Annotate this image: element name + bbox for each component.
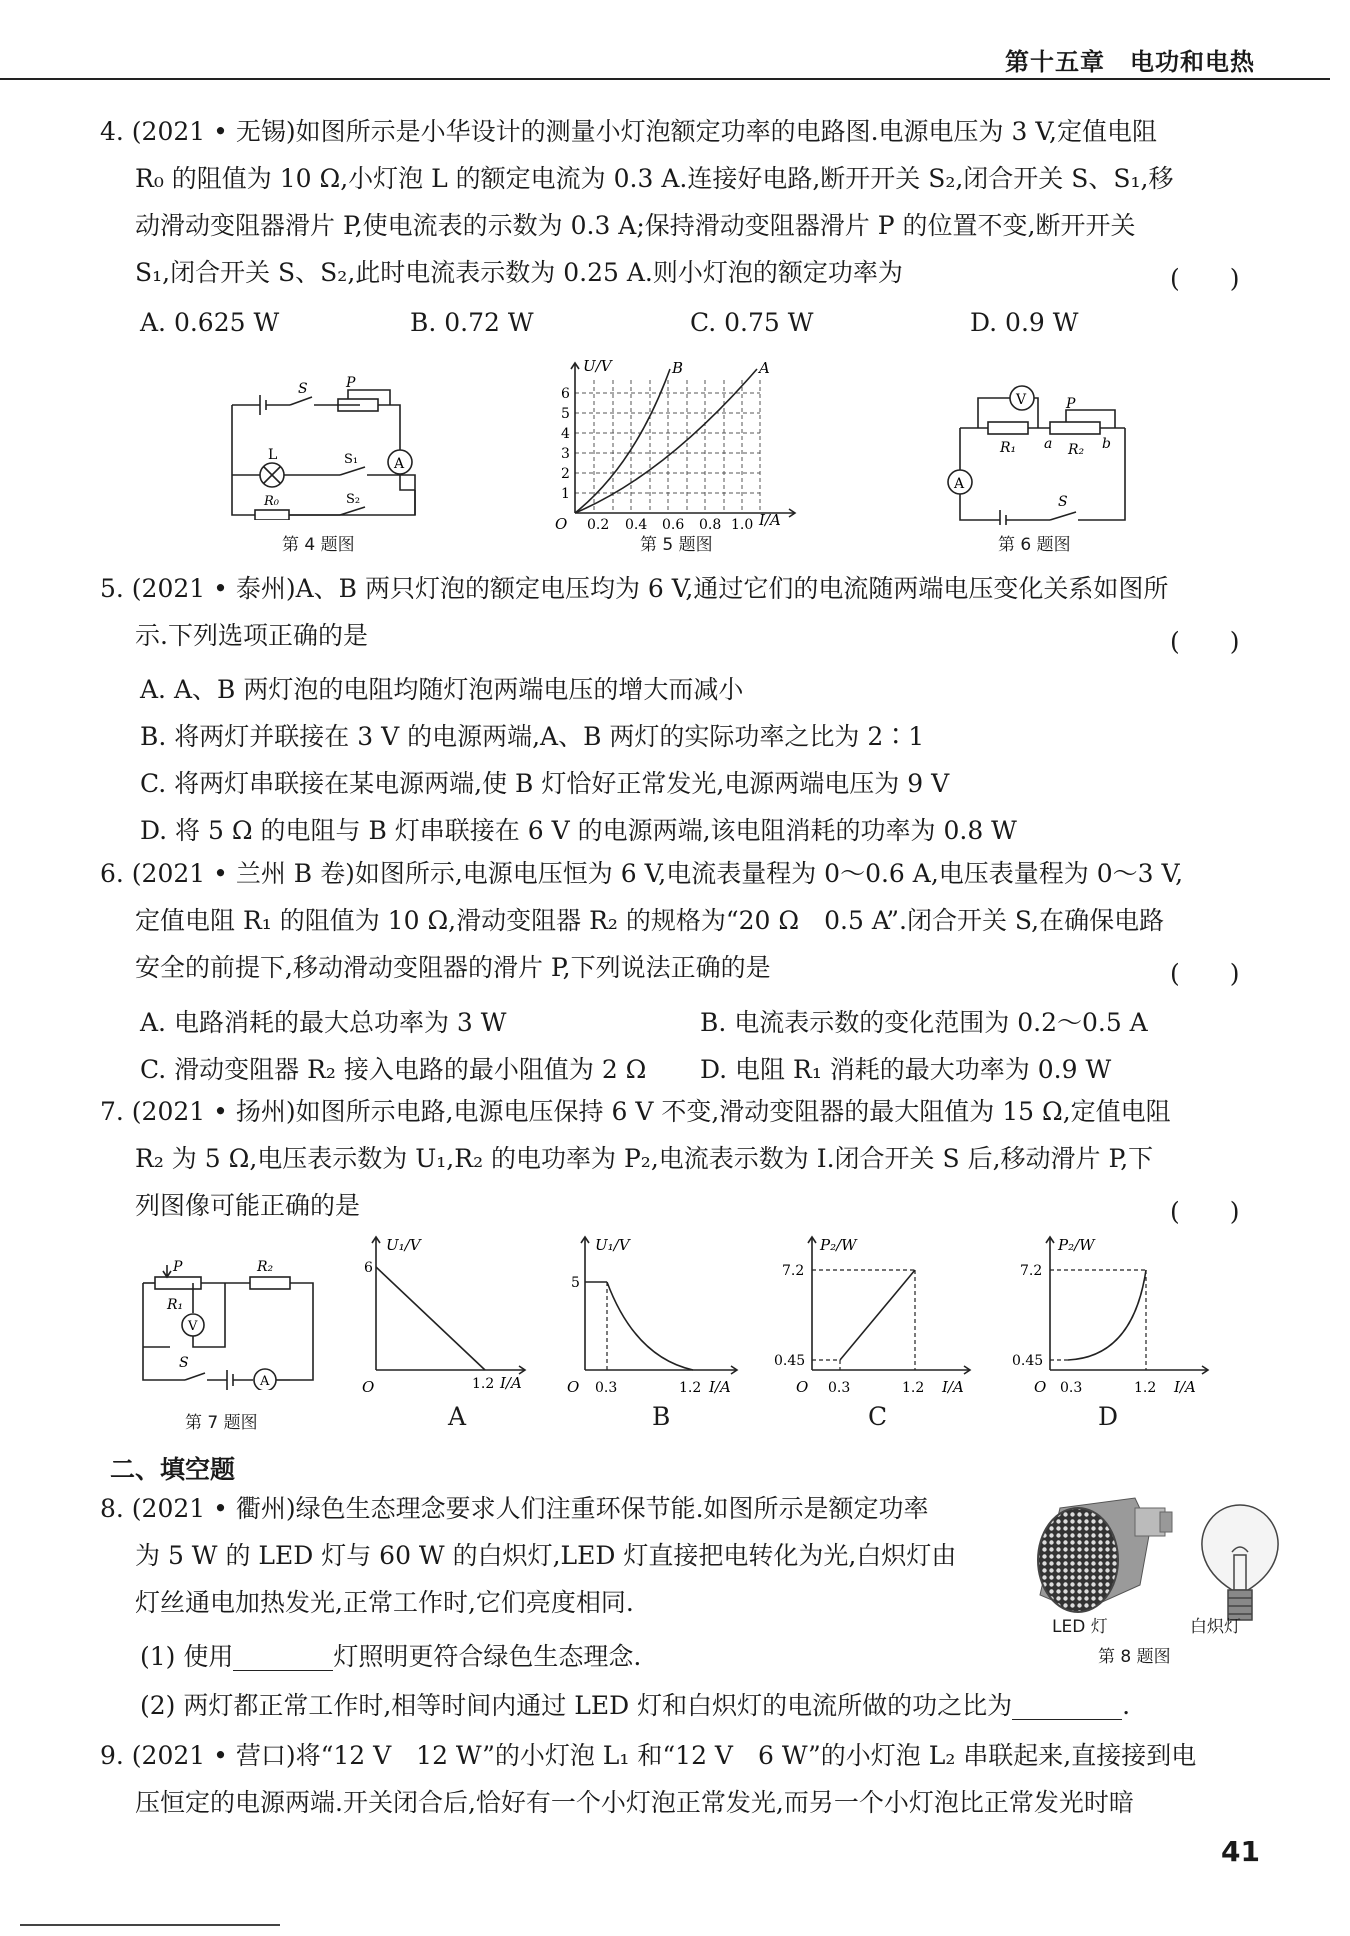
fig5-curve-b-label: B <box>672 359 684 377</box>
led-lamp-image <box>1038 1498 1172 1612</box>
q8-sub-1 <box>140 1643 641 1671</box>
q8-sub1-before: (1) 使用 <box>140 1642 234 1671</box>
fig5-ylabel: U/V <box>583 357 612 375</box>
fig7-label-s: S <box>179 1355 189 1371</box>
graph-a-xtick: 1.2 <box>472 1376 495 1392</box>
q6-line-2: 定值电阻 R₁ 的阻值为 10 Ω,滑动变阻器 R₂ 的规格为“20 Ω 0.5 A”.闭合开关 S,在确保电路 <box>135 906 1165 935</box>
graph-b-xtick: 1.2 <box>679 1380 702 1396</box>
fig4-label-r0: R₀ <box>264 494 279 509</box>
fig6-circuit <box>940 380 1140 525</box>
fig6-voltmeter-label: V <box>1016 392 1027 408</box>
graph-c-xtick: 1.2 <box>902 1380 925 1396</box>
q8-line-3: 灯丝通电加热发光,正常工作时,它们亮度相同. <box>135 1588 634 1617</box>
fig5-ytick-6: 6 <box>561 386 570 402</box>
fig7-label-p: P <box>173 1259 183 1275</box>
q7-line-2: R₂ 为 5 Ω,电压表示数为 U₁,R₂ 的电功率为 P₂,电流表示数为 I.闭合开关 S 后,移动滑片 P,下 <box>135 1144 1154 1173</box>
fig4-label-s2: S₂ <box>346 492 361 507</box>
fig5-curve-a <box>575 369 757 513</box>
fig5-xtick-5: 1.0 <box>731 517 754 530</box>
graph-d-ytick-top: 7.2 <box>1020 1263 1043 1279</box>
q4-option-d: D. 0.9 W <box>970 308 1079 337</box>
q8-blank-1[interactable] <box>233 1648 333 1671</box>
fig7-ammeter-label: A <box>260 1374 270 1389</box>
fig8-led-label: LED 灯 <box>1052 1617 1108 1637</box>
fig6-caption: 第 6 题图 <box>998 535 1071 555</box>
q8-sub1-after: 灯照明更符合绿色生态理念. <box>333 1642 642 1671</box>
graph-d-xlabel: I/A <box>1174 1378 1196 1396</box>
graph-b-xlabel: I/A <box>709 1378 731 1396</box>
q4-line-4: S₁,闭合开关 S、S₂,此时电流表示数为 0.25 A.则小灯泡的额定功率为 <box>135 258 903 287</box>
q5-line-1: 5. (2021 • 泰州)A、B 两只灯泡的额定电压均为 6 V,通过它们的电流随两端电压变化关系如图所 <box>100 574 1169 603</box>
q4-option-a: A. 0.625 W <box>140 308 280 337</box>
fig5-ytick-3: 3 <box>561 446 570 462</box>
q6-option-a: A. 电路消耗的最大总功率为 3 W <box>140 1008 507 1037</box>
page-number: 41 <box>1221 1835 1260 1868</box>
graph-b <box>565 1232 745 1397</box>
graph-a-origin: O <box>362 1378 375 1396</box>
fig8-caption: 第 8 题图 <box>1098 1647 1171 1667</box>
fig6-point-a: a <box>1044 436 1053 452</box>
q8-sub2-text: (2) 两灯都正常工作时,相等时间内通过 LED 灯和白炽灯的电流所做的功之比为 <box>140 1691 1013 1720</box>
incandescent-bulb-image <box>1202 1505 1278 1620</box>
fig5-ytick-2: 2 <box>561 466 570 482</box>
q6-option-d: D. 电阻 R₁ 消耗的最大功率为 0.9 W <box>700 1055 1112 1084</box>
fig7-caption: 第 7 题图 <box>185 1413 258 1433</box>
graph-c-xlabel: I/A <box>942 1378 964 1396</box>
q5-option-c: C. 将两灯串联接在某电源两端,使 B 灯恰好正常发光,电源两端电压为 9 V <box>140 769 950 798</box>
q8-line-1: 8. (2021 • 衢州)绿色生态理念要求人们注重环保节能.如图所示是额定功率 <box>100 1494 929 1523</box>
fig5-xtick-1: 0.2 <box>587 517 610 530</box>
fig5-xlabel: I/A <box>759 511 781 529</box>
fig6-label-r1: R₁ <box>1000 440 1017 456</box>
graph-b-xtick0: 0.3 <box>595 1380 618 1396</box>
fig5-caption: 第 5 题图 <box>640 535 713 555</box>
fig4-ammeter-label: A <box>394 456 405 472</box>
q5-option-d: D. 将 5 Ω 的电阻与 B 灯串联接在 6 V 的电源两端,该电阻消耗的功率为 0.8 W <box>140 816 1017 845</box>
graph-d-curve <box>1068 1270 1146 1360</box>
q4-line-1: 4. (2021 • 无锡)如图所示是小华设计的测量小灯泡额定功率的电路图.电源电压为 3 V,定值电阻 <box>100 117 1157 146</box>
q7-line-1: 7. (2021 • 扬州)如图所示电路,电源电压保持 6 V 不变,滑动变阻器的最大阻值为 15 Ω,定值电阻 <box>100 1097 1171 1126</box>
fig5-xtick-2: 0.4 <box>625 517 648 530</box>
graph-c <box>770 1232 980 1397</box>
fig5-curve-b <box>575 369 670 513</box>
q7-answer-paren: ( ) <box>1170 1197 1240 1226</box>
q9-line-1: 9. (2021 • 营口)将“12 V 12 W”的小灯泡 L₁ 和“12 V 6 W”的小灯泡 L₂ 串联起来,直接接到电 <box>100 1741 1197 1770</box>
graph-c-ylabel: P₂/W <box>820 1236 857 1254</box>
fig7-label-r2: R₂ <box>257 1259 274 1275</box>
q5-line-2: 示.下列选项正确的是 <box>135 621 368 650</box>
graph-b-curve <box>607 1282 693 1370</box>
graph-a-ytick: 6 <box>364 1260 373 1276</box>
fig4-label-l: L <box>268 447 278 463</box>
q6-option-b: B. 电流表示数的变化范围为 0.2～0.5 A <box>700 1008 1148 1037</box>
q6-line-1: 6. (2021 • 兰州 B 卷)如图所示,电源电压恒为 6 V,电流表量程为 0～0.6 A,电压表量程为 0～3 V, <box>100 859 1184 888</box>
fig4-label-s1: S₁ <box>344 452 359 467</box>
graph-d-ytick-bottom: 0.45 <box>1012 1353 1044 1369</box>
graph-a-ylabel: U₁/V <box>386 1236 421 1254</box>
graph-c-line <box>840 1270 915 1360</box>
q6-answer-paren: ( ) <box>1170 959 1240 988</box>
fig4-caption: 第 4 题图 <box>282 535 355 555</box>
fig5-graph <box>535 355 815 530</box>
q8-blank-2[interactable] <box>1012 1697 1122 1720</box>
fig6-ammeter-label: A <box>954 476 965 492</box>
graph-c-origin: O <box>796 1378 809 1396</box>
fig7-label-r1: R₁ <box>167 1297 184 1313</box>
fig5-origin: O <box>555 515 568 530</box>
graph-a-xlabel: I/A <box>500 1374 522 1392</box>
fig5-curve-a-label: A <box>759 359 770 377</box>
graph-a-line <box>376 1267 485 1370</box>
fig5-xtick-4: 0.8 <box>699 517 722 530</box>
fig8-bulb-label: 白炽灯 <box>1190 1617 1241 1637</box>
section-fill-in-title: 二、填空题 <box>110 1455 236 1484</box>
graph-d <box>1008 1232 1218 1397</box>
graph-c-ytick-top: 7.2 <box>782 1263 805 1279</box>
q8-sub2-end: . <box>1122 1691 1131 1720</box>
graph-d-xtick0: 0.3 <box>1060 1380 1083 1396</box>
fig6-point-b: b <box>1102 436 1111 452</box>
fig6-label-p: P <box>1066 396 1076 412</box>
fig5-ytick-4: 4 <box>561 426 570 442</box>
q5-option-a: A. A、B 两灯泡的电阻均随灯泡两端电压的增大而减小 <box>140 675 744 704</box>
graph-c-letter: C <box>868 1402 888 1431</box>
header-rule <box>0 78 1330 80</box>
q5-answer-paren: ( ) <box>1170 627 1240 656</box>
graph-d-origin: O <box>1034 1378 1047 1396</box>
graph-b-ylabel: U₁/V <box>595 1236 630 1254</box>
fig7-voltmeter-label: V <box>188 1319 198 1334</box>
graph-a <box>360 1232 530 1397</box>
q6-line-3: 安全的前提下,移动滑动变阻器的滑片 P,下列说法正确的是 <box>135 953 771 982</box>
graph-b-ytick: 5 <box>571 1275 580 1291</box>
graph-d-letter: D <box>1098 1402 1119 1431</box>
q9-line-2: 压恒定的电源两端.开关闭合后,恰好有一个小灯泡正常发光,而另一个小灯泡比正常发光时暗 <box>135 1788 1134 1817</box>
fig4-label-s: S <box>298 381 308 397</box>
q4-option-c: C. 0.75 W <box>690 308 814 337</box>
fig4-label-p: P <box>346 375 356 391</box>
q7-line-3: 列图像可能正确的是 <box>135 1191 361 1220</box>
chapter-title: 第十五章 电功和电热 <box>1005 48 1255 76</box>
q4-option-b: B. 0.72 W <box>410 308 534 337</box>
q6-option-c: C. 滑动变阻器 R₂ 接入电路的最小阻值为 2 Ω <box>140 1055 647 1084</box>
graph-d-ylabel: P₂/W <box>1058 1236 1095 1254</box>
fig5-xtick-3: 0.6 <box>662 517 685 530</box>
graph-b-letter: B <box>652 1402 671 1431</box>
q4-line-3: 动滑动变阻器滑片 P,使电流表的示数为 0.3 A;保持滑动变阻器滑片 P 的位置不变,断开开关 <box>135 211 1136 240</box>
fig5-ytick-1: 1 <box>561 486 570 502</box>
fig5-ytick-5: 5 <box>561 406 570 422</box>
graph-c-xtick0: 0.3 <box>828 1380 851 1396</box>
q8-sub-2 <box>140 1692 1130 1720</box>
fig6-label-s: S <box>1058 494 1068 510</box>
graph-d-xtick: 1.2 <box>1134 1380 1157 1396</box>
fig4-circuit <box>220 375 440 520</box>
graph-c-ytick-bottom: 0.45 <box>774 1353 806 1369</box>
q4-answer-paren: ( ) <box>1170 264 1240 293</box>
fig6-label-r2: R₂ <box>1068 442 1085 458</box>
q4-line-2: R₀ 的阻值为 10 Ω,小灯泡 L 的额定电流为 0.3 A.连接好电路,断开开关 S₂,闭合开关 S、S₁,移 <box>135 164 1174 193</box>
footer-rule <box>20 1924 280 1926</box>
fig7-circuit <box>135 1255 320 1390</box>
q5-option-b: B. 将两灯并联接在 3 V 的电源两端,A、B 两灯的实际功率之比为 2∶1 <box>140 722 925 751</box>
graph-a-letter: A <box>448 1402 467 1431</box>
q8-line-2: 为 5 W 的 LED 灯与 60 W 的白炽灯,LED 灯直接把电转化为光,白炽灯由 <box>135 1541 957 1570</box>
graph-b-origin: O <box>567 1378 580 1396</box>
